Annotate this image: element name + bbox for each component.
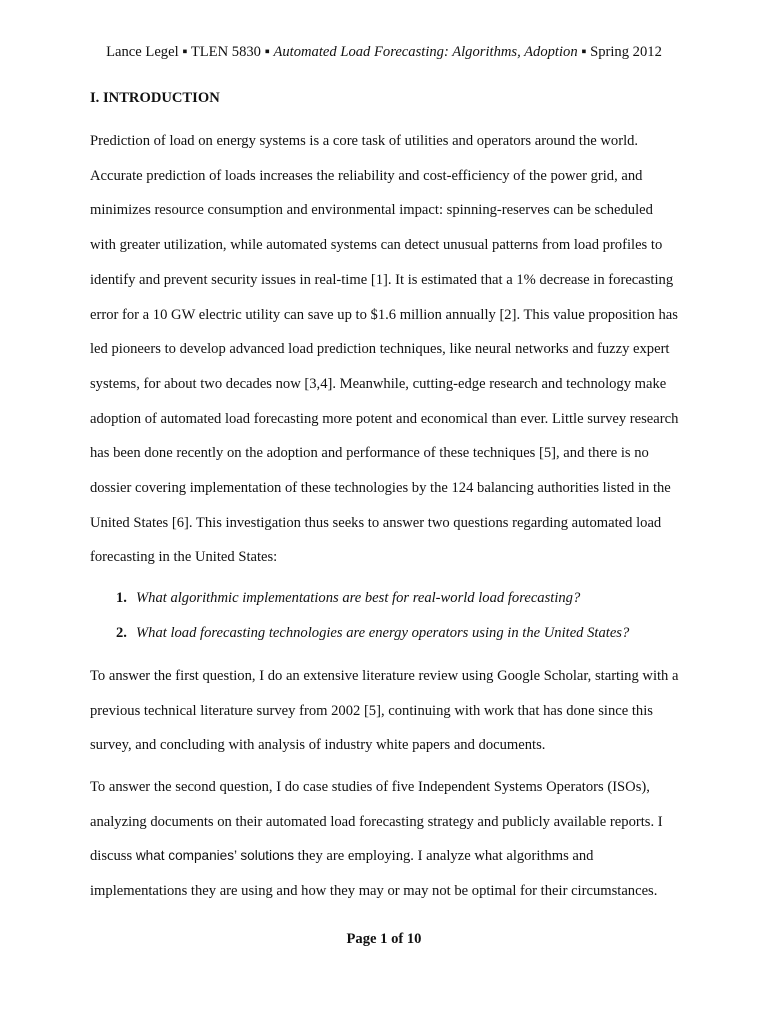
paragraph-text: To answer the second question, I do case studies of five Independent Systems Operators (ISOs), analyzing documents on their automated load forecasting strategy and publicly available reports. I discuss	[90, 779, 663, 865]
header-term: Spring 2012	[590, 44, 662, 60]
list-number: 2.	[116, 625, 127, 641]
research-questions	[116, 586, 629, 656]
paragraph-text: they are employing. I analyze what algorithms and implementations they are using and how they may or may not be optimal for their circumstances.	[90, 848, 658, 900]
method-paragraph-2	[90, 770, 682, 909]
page-number: Page 1 of 10	[346, 931, 422, 947]
list-number: 1.	[116, 590, 127, 606]
header-title: Automated Load Forecasting: Algorithms, Adoption	[273, 44, 578, 60]
method-paragraph-1: To answer the first question, I do an extensive literature review using Google Scholar, starting with a previous technical literature survey from 2002 [5], continuing with work that has done since this survey, and concluding with analysis of industry white papers and documents.	[90, 668, 679, 754]
header-author: Lance Legel	[106, 44, 179, 60]
header-course: TLEN 5830	[190, 44, 261, 60]
running-header	[0, 44, 768, 61]
question-text: What algorithmic implementations are best for real-world load forecasting?	[136, 590, 581, 606]
paragraph-text-alt-font: what companies’ solutions	[135, 848, 294, 864]
list-item	[116, 586, 629, 621]
header-separator: ▪	[577, 44, 591, 60]
header-separator: ▪	[178, 44, 191, 60]
list-item	[116, 621, 629, 656]
question-text: What load forecasting technologies are energy operators using in the United States?	[136, 625, 630, 641]
intro-paragraph: Prediction of load on energy systems is a core task of utilities and operators around the world. Accurate prediction of loads increases the reliability and cost-efficiency of the power grid, and minimizes resource consumption and environmental impact: spinning-reserves can be scheduled with greater utilization, while automated systems can detect unusual patterns from load profiles to identify and prevent security issues in real-time [1]. It is estimated that a 1% decrease in forecasting error for a 10 GW electric utility can save up to $1.6 million annually [2]. This value proposition has led pioneers to develop advanced load prediction techniques, like neural networks and fuzzy expert systems, for about two decades now [3,4]. Meanwhile, cutting-edge research and technology make adoption of automated load forecasting more potent and economical than ever. Little survey research has been done recently on the adoption and performance of these techniques [5], and there is no dossier covering implementation of these technologies by the 124 balancing authorities listed in the United States [6]. This investigation thus seeks to answer two questions regarding automated load forecasting in the United States:	[90, 133, 679, 566]
section-title: I. INTRODUCTION	[90, 90, 220, 106]
header-separator: ▪	[260, 44, 274, 60]
